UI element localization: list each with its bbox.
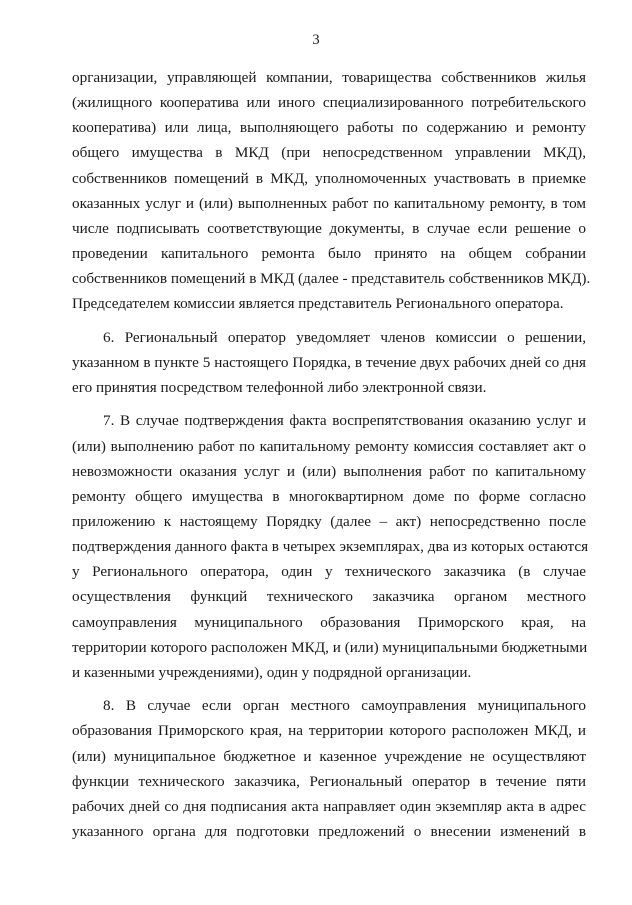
document-body bbox=[72, 65, 591, 844]
text-line: приложению к настоящему Порядку (далее – акт) непосредственно после bbox=[72, 512, 586, 530]
text-line: числе подписывать соответствующие документы, в случае если решение о bbox=[72, 219, 586, 237]
text-line: общего имущества в МКД (при непосредственном управлении МКД), bbox=[72, 144, 586, 162]
text-line: организации, управляющей компании, товарищества собственников жилья bbox=[72, 69, 586, 86]
text-line: 8. В случае если орган местного самоуправления муниципального bbox=[103, 697, 586, 715]
text-line: ремонту общего имущества в многоквартирном доме по форме согласно bbox=[72, 487, 586, 505]
text-line: (или) выполнению работ по капитальному ремонту комиссия составляет акт о bbox=[72, 437, 586, 455]
text-line: у Регионального оператора, один у технического заказчика (в случае bbox=[72, 563, 586, 581]
text-line: 7. В случае подтверждения факта воспрепятствования оказанию услуг и bbox=[103, 412, 586, 430]
text-line: функции технического заказчика, Региональный оператор в течение пяти bbox=[72, 772, 586, 790]
text-line: проведении капитального ремонта было принято на общем собрании bbox=[72, 244, 586, 262]
text-line: кооператива) или лица, выполняющего работы по содержанию и ремонту bbox=[72, 119, 586, 137]
page-number: 3 bbox=[312, 32, 320, 48]
text-line: и казенными учреждениями), один у подрядной организации. bbox=[72, 663, 472, 681]
text-line: указанном в пункте 5 настоящего Порядка, в течение двух рабочих дней со дня bbox=[72, 353, 586, 371]
paragraph-gap bbox=[72, 400, 586, 408]
paragraph-p-continuation bbox=[72, 65, 591, 316]
text-line: Председателем комиссии является представитель Регионального оператора. bbox=[72, 295, 564, 313]
text-line: подтверждения данного факта в четырех экземплярах, два из которых остаются bbox=[72, 538, 589, 556]
text-line: рабочих дней со дня подписания акта направляет один экземпляр акта в адрес bbox=[72, 797, 586, 815]
paragraph-p-8 bbox=[72, 693, 586, 844]
text-line: невозможности оказания услуг и (или) выполнения работ по капитальному bbox=[72, 462, 586, 480]
paragraph-gap bbox=[72, 316, 586, 324]
text-line: образования Приморского края, на территории которого расположен МКД, и bbox=[72, 722, 586, 740]
text-line: (или) муниципальное бюджетное и казенное учреждение не осуществляют bbox=[72, 747, 586, 765]
paragraph-p-6 bbox=[72, 325, 586, 400]
text-line: собственников помещений в МКД, уполномоченных участвовать в приемке bbox=[72, 169, 586, 187]
text-line: оказанных услуг и (или) выполненных работ по капитальному ремонту, в том bbox=[72, 194, 586, 212]
text-line: собственников помещений в МКД (далее - представитель собственников МКД). bbox=[72, 270, 591, 288]
paragraph-gap bbox=[72, 685, 586, 693]
text-line: 6. Региональный оператор уведомляет членов комиссии о решении, bbox=[103, 328, 586, 346]
paragraph-p-7 bbox=[72, 408, 589, 685]
text-line: указанного органа для подготовки предложений о внесении изменений в bbox=[72, 822, 586, 840]
text-line: территории которого расположен МКД, и (или) муниципальными бюджетными bbox=[72, 638, 588, 656]
text-line: (жилищного кооператива или иного специализированного потребительского bbox=[72, 94, 586, 112]
text-line: осуществления функций технического заказчика органом местного bbox=[72, 588, 586, 606]
text-line: его принятия посредством телефонной либо электронной связи. bbox=[72, 378, 487, 396]
text-line: самоуправления муниципального образования Приморского края, на bbox=[72, 613, 586, 631]
